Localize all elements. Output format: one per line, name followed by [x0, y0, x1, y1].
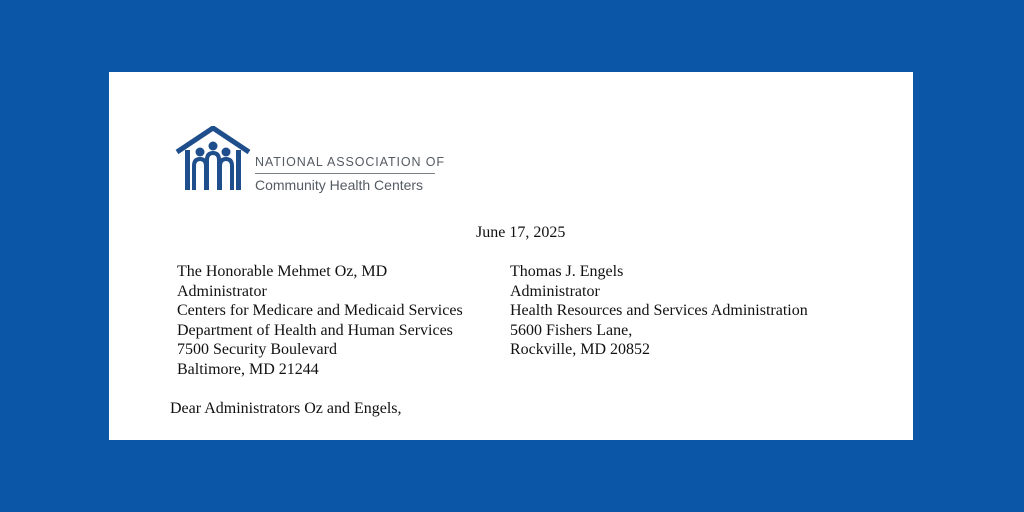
letterhead-logo: [175, 126, 443, 198]
recipient-city-state-zip: Baltimore, MD 21244: [177, 360, 319, 378]
recipient-address-right: [510, 262, 808, 360]
recipient-city-state-zip: Rockville, MD 20852: [510, 341, 650, 359]
recipient-street: 5600 Fishers Lane,: [510, 321, 633, 339]
recipient-department: Department of Health and Human Services: [177, 321, 453, 339]
recipient-address-left: [177, 262, 463, 380]
recipient-name: The Honorable Mehmet Oz, MD: [177, 263, 388, 280]
letter-date: June 17, 2025: [476, 224, 566, 241]
org-name-line1: NATIONAL ASSOCIATION OF: [255, 155, 445, 169]
org-name-divider: [255, 173, 435, 174]
recipient-title: Administrator: [510, 282, 600, 300]
recipient-street: 7500 Security Boulevard: [177, 341, 337, 359]
recipient-agency: Health Resources and Services Administration: [510, 302, 808, 320]
letter-page: [109, 72, 913, 440]
house-with-people-icon: [175, 126, 251, 192]
recipient-title: Administrator: [177, 282, 267, 300]
letter-salutation: Dear Administrators Oz and Engels,: [170, 400, 402, 417]
org-name-line2: Community Health Centers: [255, 177, 424, 193]
recipient-name: Thomas J. Engels: [510, 263, 624, 280]
recipient-agency: Centers for Medicare and Medicaid Services: [177, 302, 463, 320]
